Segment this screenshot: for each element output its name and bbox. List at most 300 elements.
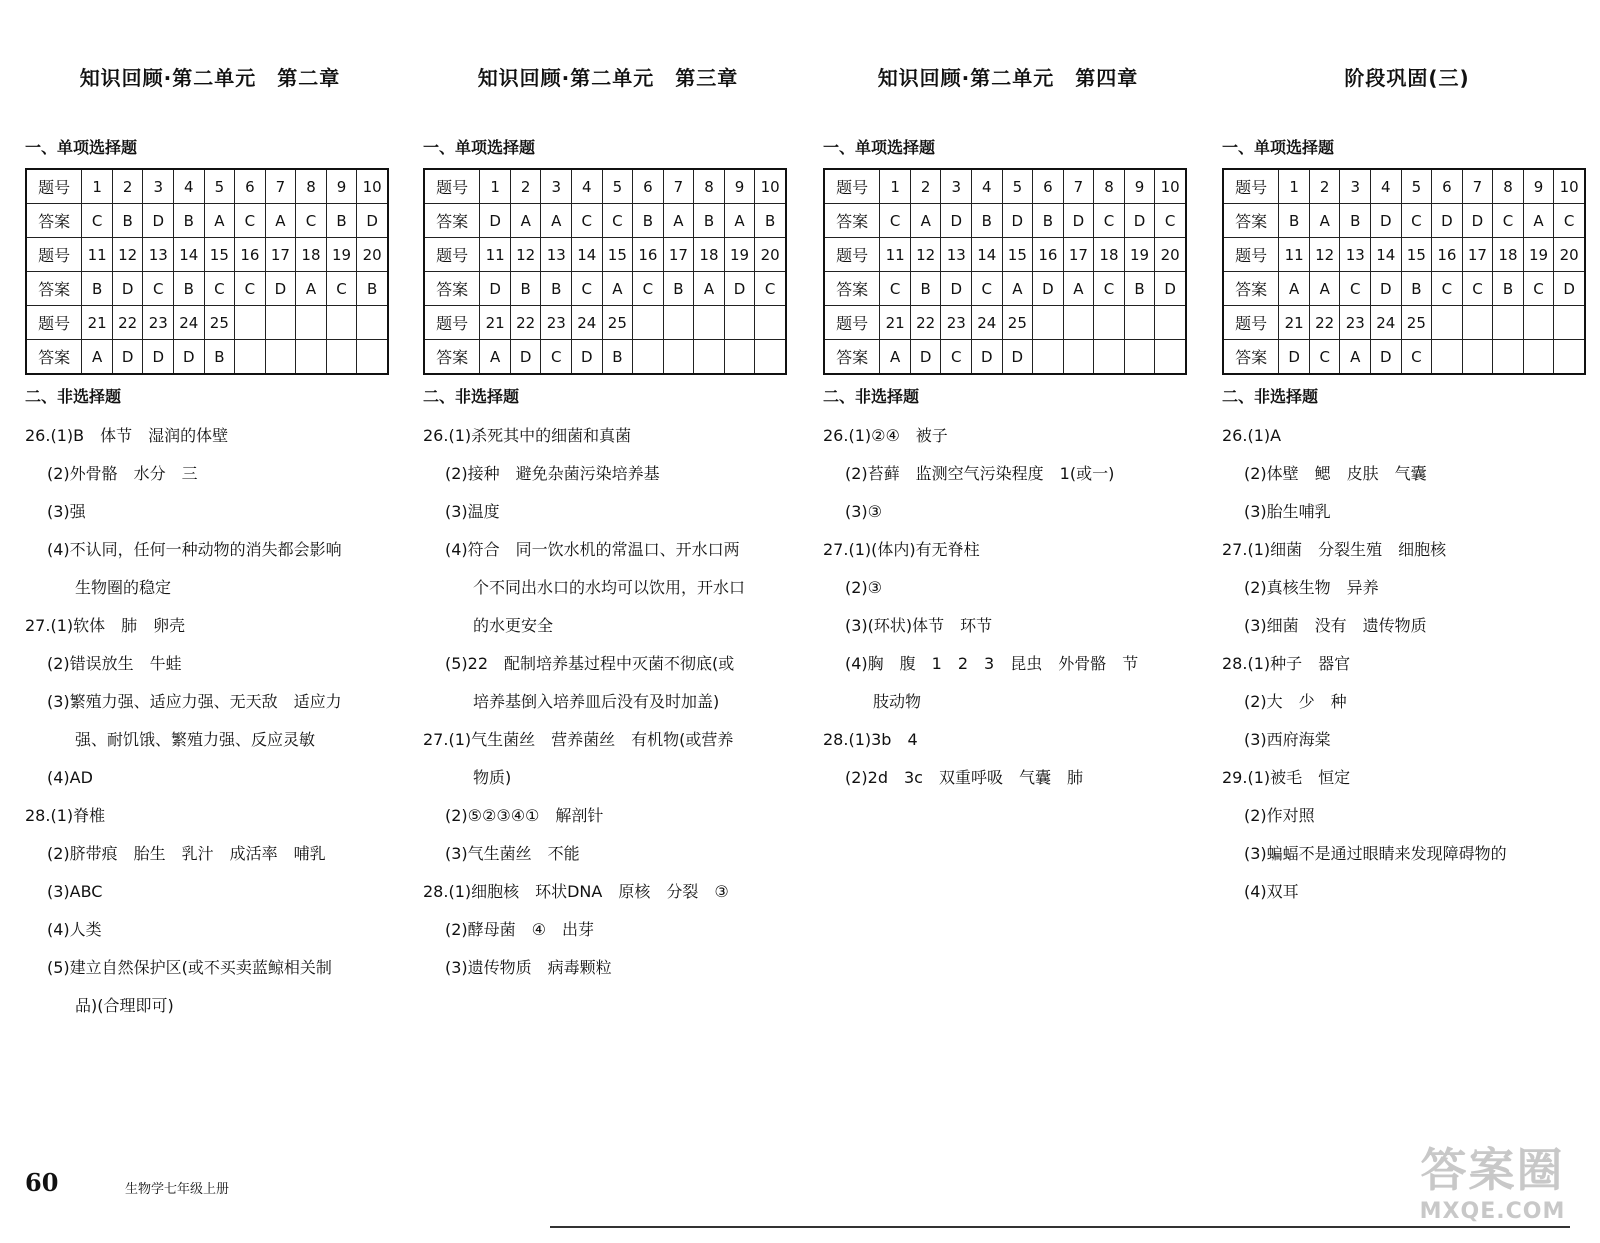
answer-cell: B xyxy=(1401,272,1432,306)
answer-cell: 19 xyxy=(1124,238,1155,272)
column-unit2-ch3 xyxy=(423,60,793,987)
answer-cell xyxy=(296,306,327,340)
answer-line: 肢动物 xyxy=(873,692,922,711)
answer-cell: 4 xyxy=(572,169,603,204)
answer-line: 品)(合理即可) xyxy=(75,996,174,1015)
row-label: 题号 xyxy=(424,169,480,204)
answer-cell: 22 xyxy=(112,306,143,340)
answer-line: (2)接种 避免杂菌污染培养基 xyxy=(445,464,660,483)
answer-line: (2)苔藓 监测空气污染程度 1(或一) xyxy=(845,464,1115,483)
answer-cell xyxy=(1124,306,1155,340)
answer-table-row xyxy=(424,169,786,204)
answer-line: (5)建立自然保护区(或不买卖蓝鲸相关制 xyxy=(47,958,332,977)
row-label: 答案 xyxy=(824,340,880,375)
answer-cell: 3 xyxy=(143,169,174,204)
answer-cell: C xyxy=(1094,272,1125,306)
answer-cell: B xyxy=(1033,204,1064,238)
answer-cell: C xyxy=(1523,272,1554,306)
answer-cell: D xyxy=(480,272,511,306)
answer-table-row xyxy=(1223,238,1585,272)
answer-cell: 24 xyxy=(174,306,205,340)
answer-cell: D xyxy=(1371,204,1402,238)
answer-cell: 6 xyxy=(633,169,664,204)
column-stage-review-3 xyxy=(1222,60,1592,911)
answer-cell: 4 xyxy=(1371,169,1402,204)
answer-cell: 1 xyxy=(1279,169,1310,204)
answer-line: 26.(1)②④ 被子 xyxy=(823,426,948,445)
section-title: 知识回顾·第二单元 第四章 xyxy=(877,66,1139,90)
answer-cell: 2 xyxy=(112,169,143,204)
answer-cell: A xyxy=(204,204,235,238)
answer-line: (2)大 少 种 xyxy=(1244,692,1347,711)
answer-cell: C xyxy=(1462,272,1493,306)
answer-line: 28.(1)脊椎 xyxy=(25,806,106,825)
answer-cell: C xyxy=(633,272,664,306)
answer-cell: 1 xyxy=(82,169,113,204)
answer-cell xyxy=(1432,340,1463,375)
answer-cell: 7 xyxy=(663,169,694,204)
section-heading-open: 二、非选择题 xyxy=(25,387,122,406)
answer-cell xyxy=(1094,306,1125,340)
answer-cell: A xyxy=(1002,272,1033,306)
answer-cell: 22 xyxy=(510,306,541,340)
answer-cell: 6 xyxy=(235,169,266,204)
answer-line: (2)错误放生 牛蛙 xyxy=(47,654,182,673)
answer-cell: 5 xyxy=(1002,169,1033,204)
row-label: 题号 xyxy=(1223,238,1279,272)
answer-cell xyxy=(265,306,296,340)
answer-cell: B xyxy=(174,272,205,306)
answer-line: (4)不认同，任何一种动物的消失都会影响 xyxy=(47,540,342,559)
answer-cell: D xyxy=(1033,272,1064,306)
answer-line: 28.(1)种子 器官 xyxy=(1222,654,1351,673)
answer-cell: 12 xyxy=(1309,238,1340,272)
answer-cell xyxy=(663,306,694,340)
answer-cell: D xyxy=(1371,272,1402,306)
answer-line: (4)胸 腹 1 2 3 昆虫 外骨骼 节 xyxy=(845,654,1139,673)
answer-table xyxy=(823,168,1187,375)
answer-cell xyxy=(235,340,266,375)
answer-table-row xyxy=(824,204,1186,238)
answer-table-row xyxy=(1223,306,1585,340)
answer-cell: C xyxy=(880,204,911,238)
answer-cell xyxy=(1493,340,1524,375)
answer-cell: D xyxy=(1002,204,1033,238)
answer-cell: 23 xyxy=(541,306,572,340)
answer-cell: C xyxy=(572,204,603,238)
answer-cell xyxy=(1432,306,1463,340)
answer-cell: 5 xyxy=(1401,169,1432,204)
row-label: 题号 xyxy=(1223,169,1279,204)
answer-line: (4)双耳 xyxy=(1244,882,1299,901)
answer-cell: 13 xyxy=(143,238,174,272)
answer-cell: C xyxy=(1401,340,1432,375)
answer-line: (3)(环状)体节 环节 xyxy=(845,616,993,635)
answer-line: (2)外骨骼 水分 三 xyxy=(47,464,198,483)
section-heading-choice: 一、单项选择题 xyxy=(823,138,936,157)
answer-cell xyxy=(1523,306,1554,340)
answer-table-row xyxy=(424,272,786,306)
answer-cell: C xyxy=(1340,272,1371,306)
answer-cell xyxy=(357,306,388,340)
answer-cell: 8 xyxy=(1094,169,1125,204)
answer-cell: 11 xyxy=(480,238,511,272)
answer-table xyxy=(25,168,389,375)
answer-cell: 10 xyxy=(357,169,388,204)
answer-line: 29.(1)被毛 恒定 xyxy=(1222,768,1351,787)
answer-cell: B xyxy=(602,340,633,375)
answer-table-row xyxy=(1223,169,1585,204)
answer-cell xyxy=(326,306,357,340)
answer-table-row xyxy=(26,340,388,375)
answer-cell: C xyxy=(880,272,911,306)
answer-cell: 14 xyxy=(572,238,603,272)
answer-cell: B xyxy=(82,272,113,306)
answer-list xyxy=(423,417,793,987)
answer-cell: C xyxy=(235,204,266,238)
answer-line: (2)③ xyxy=(845,578,883,597)
section-title: 知识回顾·第二单元 第二章 xyxy=(79,66,341,90)
answer-cell: B xyxy=(357,272,388,306)
answer-cell xyxy=(755,306,786,340)
answer-cell: D xyxy=(724,272,755,306)
answer-line: 27.(1)(体内)有无脊柱 xyxy=(823,540,980,559)
answer-line: 强、耐饥饿、繁殖力强、反应灵敏 xyxy=(75,730,316,749)
watermark-top: 答案圈 xyxy=(1420,1143,1565,1197)
answer-cell: 21 xyxy=(1279,306,1310,340)
answer-table-row xyxy=(26,306,388,340)
answer-cell: 19 xyxy=(326,238,357,272)
answer-table-row xyxy=(1223,272,1585,306)
answer-cell: 14 xyxy=(174,238,205,272)
section-heading-choice: 一、单项选择题 xyxy=(423,138,536,157)
answer-cell: 22 xyxy=(1309,306,1340,340)
answer-cell xyxy=(724,340,755,375)
answer-cell: 5 xyxy=(602,169,633,204)
answer-cell: 2 xyxy=(510,169,541,204)
answer-cell: 24 xyxy=(1371,306,1402,340)
answer-cell: A xyxy=(1523,204,1554,238)
answer-cell: B xyxy=(541,272,572,306)
answer-cell: 10 xyxy=(1554,169,1585,204)
answer-cell: D xyxy=(510,340,541,375)
answer-line: (4)符合 同一饮水机的常温口、开水口两 xyxy=(445,540,740,559)
answer-cell: 20 xyxy=(1554,238,1585,272)
answer-cell: A xyxy=(602,272,633,306)
answer-cell: 18 xyxy=(1094,238,1125,272)
answer-line: (4)AD xyxy=(47,768,93,787)
answer-cell: 13 xyxy=(1340,238,1371,272)
answer-cell: C xyxy=(1493,204,1524,238)
answer-cell: D xyxy=(1155,272,1186,306)
answer-cell: B xyxy=(1279,204,1310,238)
answer-cell: 3 xyxy=(1340,169,1371,204)
answer-table-row xyxy=(824,272,1186,306)
row-label: 答案 xyxy=(824,272,880,306)
answer-cell: 6 xyxy=(1033,169,1064,204)
answer-cell: 23 xyxy=(941,306,972,340)
answer-table-row xyxy=(26,204,388,238)
answer-cell: A xyxy=(1340,340,1371,375)
answer-cell: C xyxy=(204,272,235,306)
answer-cell: D xyxy=(1462,204,1493,238)
book-title: 生物学七年级上册 xyxy=(125,1182,230,1197)
answer-cell xyxy=(296,340,327,375)
answer-cell: 18 xyxy=(296,238,327,272)
answer-cell: 22 xyxy=(910,306,941,340)
answer-cell: 19 xyxy=(724,238,755,272)
answer-line: (5)22 配制培养基过程中灭菌不彻底(或 xyxy=(445,654,735,673)
answer-cell xyxy=(1033,340,1064,375)
answer-cell: C xyxy=(1155,204,1186,238)
answer-cell: B xyxy=(972,204,1003,238)
answer-line: (3)西府海棠 xyxy=(1244,730,1331,749)
answer-cell: B xyxy=(1340,204,1371,238)
answer-cell: 7 xyxy=(1462,169,1493,204)
answer-cell: 17 xyxy=(663,238,694,272)
answer-table-row xyxy=(824,238,1186,272)
answer-cell: A xyxy=(1309,204,1340,238)
row-label: 题号 xyxy=(824,306,880,340)
answer-cell: 3 xyxy=(541,169,572,204)
answer-cell: 9 xyxy=(326,169,357,204)
answer-cell: 2 xyxy=(1309,169,1340,204)
answer-cell: D xyxy=(1432,204,1463,238)
answer-cell: C xyxy=(1554,204,1585,238)
answer-cell: B xyxy=(204,340,235,375)
answer-table-row xyxy=(26,272,388,306)
answer-line: 27.(1)气生菌丝 营养菌丝 有机物(或营养 xyxy=(423,730,734,749)
answer-cell: A xyxy=(296,272,327,306)
row-label: 题号 xyxy=(26,306,82,340)
answer-cell: C xyxy=(1432,272,1463,306)
answer-cell: B xyxy=(510,272,541,306)
answer-cell: 12 xyxy=(510,238,541,272)
answer-cell: C xyxy=(602,204,633,238)
answer-cell: C xyxy=(326,272,357,306)
answer-table-row xyxy=(424,340,786,375)
answer-cell xyxy=(326,340,357,375)
answer-cell: B xyxy=(1493,272,1524,306)
section-heading-open: 二、非选择题 xyxy=(423,387,520,406)
answer-cell: 12 xyxy=(910,238,941,272)
answer-line: (3)遗传物质 病毒颗粒 xyxy=(445,958,612,977)
answer-cell: C xyxy=(1401,204,1432,238)
answer-cell xyxy=(1462,340,1493,375)
row-label: 答案 xyxy=(1223,272,1279,306)
answer-cell: A xyxy=(694,272,725,306)
answer-cell: 18 xyxy=(1493,238,1524,272)
answer-cell: 2 xyxy=(910,169,941,204)
answer-list xyxy=(25,417,395,1025)
answer-cell: B xyxy=(755,204,786,238)
answer-cell xyxy=(1063,306,1094,340)
row-label: 题号 xyxy=(1223,306,1279,340)
answer-cell xyxy=(1554,306,1585,340)
answer-cell: 19 xyxy=(1523,238,1554,272)
answer-line: (3)③ xyxy=(845,502,883,521)
answer-line: (3)ABC xyxy=(47,882,103,901)
answer-cell: 24 xyxy=(572,306,603,340)
answer-table-row xyxy=(1223,340,1585,375)
answer-table-row xyxy=(824,306,1186,340)
answer-cell: 23 xyxy=(143,306,174,340)
watermark-bottom: MXQE.COM xyxy=(1419,1199,1566,1224)
row-label: 题号 xyxy=(424,238,480,272)
answer-cell: D xyxy=(112,340,143,375)
row-label: 答案 xyxy=(26,204,82,238)
answer-cell: D xyxy=(941,204,972,238)
answer-cell xyxy=(265,340,296,375)
row-label: 答案 xyxy=(26,340,82,375)
answer-cell xyxy=(357,340,388,375)
answer-cell: D xyxy=(572,340,603,375)
answer-cell: D xyxy=(910,340,941,375)
row-label: 答案 xyxy=(26,272,82,306)
answer-line: (3)温度 xyxy=(445,502,500,521)
answer-cell xyxy=(1094,340,1125,375)
answer-cell: D xyxy=(1554,272,1585,306)
answer-cell: 21 xyxy=(82,306,113,340)
answer-cell: A xyxy=(1309,272,1340,306)
answer-line: 培养基倒入培养皿后没有及时加盖) xyxy=(473,692,720,711)
answer-cell: 4 xyxy=(972,169,1003,204)
answer-cell xyxy=(633,340,664,375)
answer-cell: 25 xyxy=(204,306,235,340)
answer-cell: B xyxy=(633,204,664,238)
answer-line: 物质) xyxy=(473,768,512,787)
answer-cell: 1 xyxy=(880,169,911,204)
answer-line: (2)作对照 xyxy=(1244,806,1315,825)
answer-cell: C xyxy=(235,272,266,306)
section-title: 阶段巩固(三) xyxy=(1344,66,1470,90)
answer-cell: 17 xyxy=(1462,238,1493,272)
answer-line: (2)脐带痕 胎生 乳汁 成活率 哺乳 xyxy=(47,844,326,863)
answer-line: 28.(1)3b 4 xyxy=(823,730,918,749)
answer-cell: C xyxy=(1309,340,1340,375)
answer-cell: 13 xyxy=(541,238,572,272)
answer-cell: A xyxy=(480,340,511,375)
row-label: 题号 xyxy=(424,306,480,340)
answer-cell: A xyxy=(724,204,755,238)
answer-line: 26.(1)杀死其中的细菌和真菌 xyxy=(423,426,632,445)
answer-table-row xyxy=(424,204,786,238)
answer-cell: A xyxy=(82,340,113,375)
answer-cell: 13 xyxy=(941,238,972,272)
answer-cell: 21 xyxy=(880,306,911,340)
row-label: 题号 xyxy=(26,169,82,204)
answer-cell: C xyxy=(296,204,327,238)
answer-cell: C xyxy=(972,272,1003,306)
answer-cell: D xyxy=(112,272,143,306)
answer-cell: 4 xyxy=(174,169,205,204)
answer-cell: A xyxy=(1063,272,1094,306)
answer-cell: A xyxy=(1279,272,1310,306)
answer-cell: 14 xyxy=(1371,238,1402,272)
answer-cell: C xyxy=(541,340,572,375)
answer-cell: A xyxy=(910,204,941,238)
answer-cell xyxy=(663,340,694,375)
answer-cell xyxy=(694,340,725,375)
answer-cell: 9 xyxy=(1124,169,1155,204)
answer-cell: 16 xyxy=(633,238,664,272)
answer-cell: D xyxy=(357,204,388,238)
column-unit2-ch4 xyxy=(823,60,1193,797)
answer-line: (3)强 xyxy=(47,502,86,521)
answer-cell: A xyxy=(880,340,911,375)
answer-cell xyxy=(1155,340,1186,375)
answer-table-row xyxy=(824,169,1186,204)
answer-cell: D xyxy=(1063,204,1094,238)
answer-line: 27.(1)细菌 分裂生殖 细胞核 xyxy=(1222,540,1447,559)
section-heading-open: 二、非选择题 xyxy=(1222,387,1319,406)
answer-table xyxy=(423,168,787,375)
row-label: 答案 xyxy=(424,340,480,375)
row-label: 题号 xyxy=(824,169,880,204)
answer-cell: C xyxy=(82,204,113,238)
answer-table-row xyxy=(1223,204,1585,238)
answer-cell: 25 xyxy=(1401,306,1432,340)
row-label: 答案 xyxy=(1223,340,1279,375)
answer-cell xyxy=(1554,340,1585,375)
answer-line: (2)酵母菌 ④ 出芽 xyxy=(445,920,595,939)
row-label: 题号 xyxy=(824,238,880,272)
answer-cell: 20 xyxy=(755,238,786,272)
answer-cell: 23 xyxy=(1340,306,1371,340)
answer-list xyxy=(823,417,1193,797)
answer-cell xyxy=(694,306,725,340)
answer-line: 27.(1)软体 肺 卵壳 xyxy=(25,616,186,635)
section-heading-open: 二、非选择题 xyxy=(823,387,920,406)
answer-cell: 17 xyxy=(265,238,296,272)
section-heading-choice: 一、单项选择题 xyxy=(1222,138,1335,157)
answer-cell: B xyxy=(694,204,725,238)
answer-cell: C xyxy=(572,272,603,306)
answer-line: (3)胎生哺乳 xyxy=(1244,502,1331,521)
answer-cell: D xyxy=(941,272,972,306)
answer-line: (2)⑤②③④① 解剖针 xyxy=(445,806,604,825)
answer-cell: B xyxy=(663,272,694,306)
answer-cell: 11 xyxy=(880,238,911,272)
answer-cell: D xyxy=(174,340,205,375)
answer-cell xyxy=(1033,306,1064,340)
answer-line: (2)真核生物 异养 xyxy=(1244,578,1379,597)
answer-cell: 25 xyxy=(1002,306,1033,340)
answer-cell xyxy=(1063,340,1094,375)
answer-cell: 1 xyxy=(480,169,511,204)
answer-cell: 20 xyxy=(1155,238,1186,272)
answer-cell: C xyxy=(1094,204,1125,238)
row-label: 答案 xyxy=(424,204,480,238)
answer-line: (3)蝙蝠不是通过眼睛来发现障碍物的 xyxy=(1244,844,1507,863)
answer-cell: B xyxy=(112,204,143,238)
answer-line: 28.(1)细胞核 环状DNA 原核 分裂 ③ xyxy=(423,882,729,901)
answer-cell: 6 xyxy=(1432,169,1463,204)
answer-line: (3)繁殖力强、适应力强、无天敌 适应力 xyxy=(47,692,342,711)
answer-cell: D xyxy=(1371,340,1402,375)
answer-cell: 9 xyxy=(724,169,755,204)
answer-line: 26.(1)B 体节 湿润的体壁 xyxy=(25,426,229,445)
answer-cell: C xyxy=(941,340,972,375)
answer-cell: D xyxy=(143,204,174,238)
answer-cell: 8 xyxy=(296,169,327,204)
answer-cell: A xyxy=(265,204,296,238)
answer-cell xyxy=(755,340,786,375)
row-label: 答案 xyxy=(1223,204,1279,238)
answer-cell xyxy=(1124,340,1155,375)
answer-cell: 8 xyxy=(694,169,725,204)
answer-table-row xyxy=(824,340,1186,375)
